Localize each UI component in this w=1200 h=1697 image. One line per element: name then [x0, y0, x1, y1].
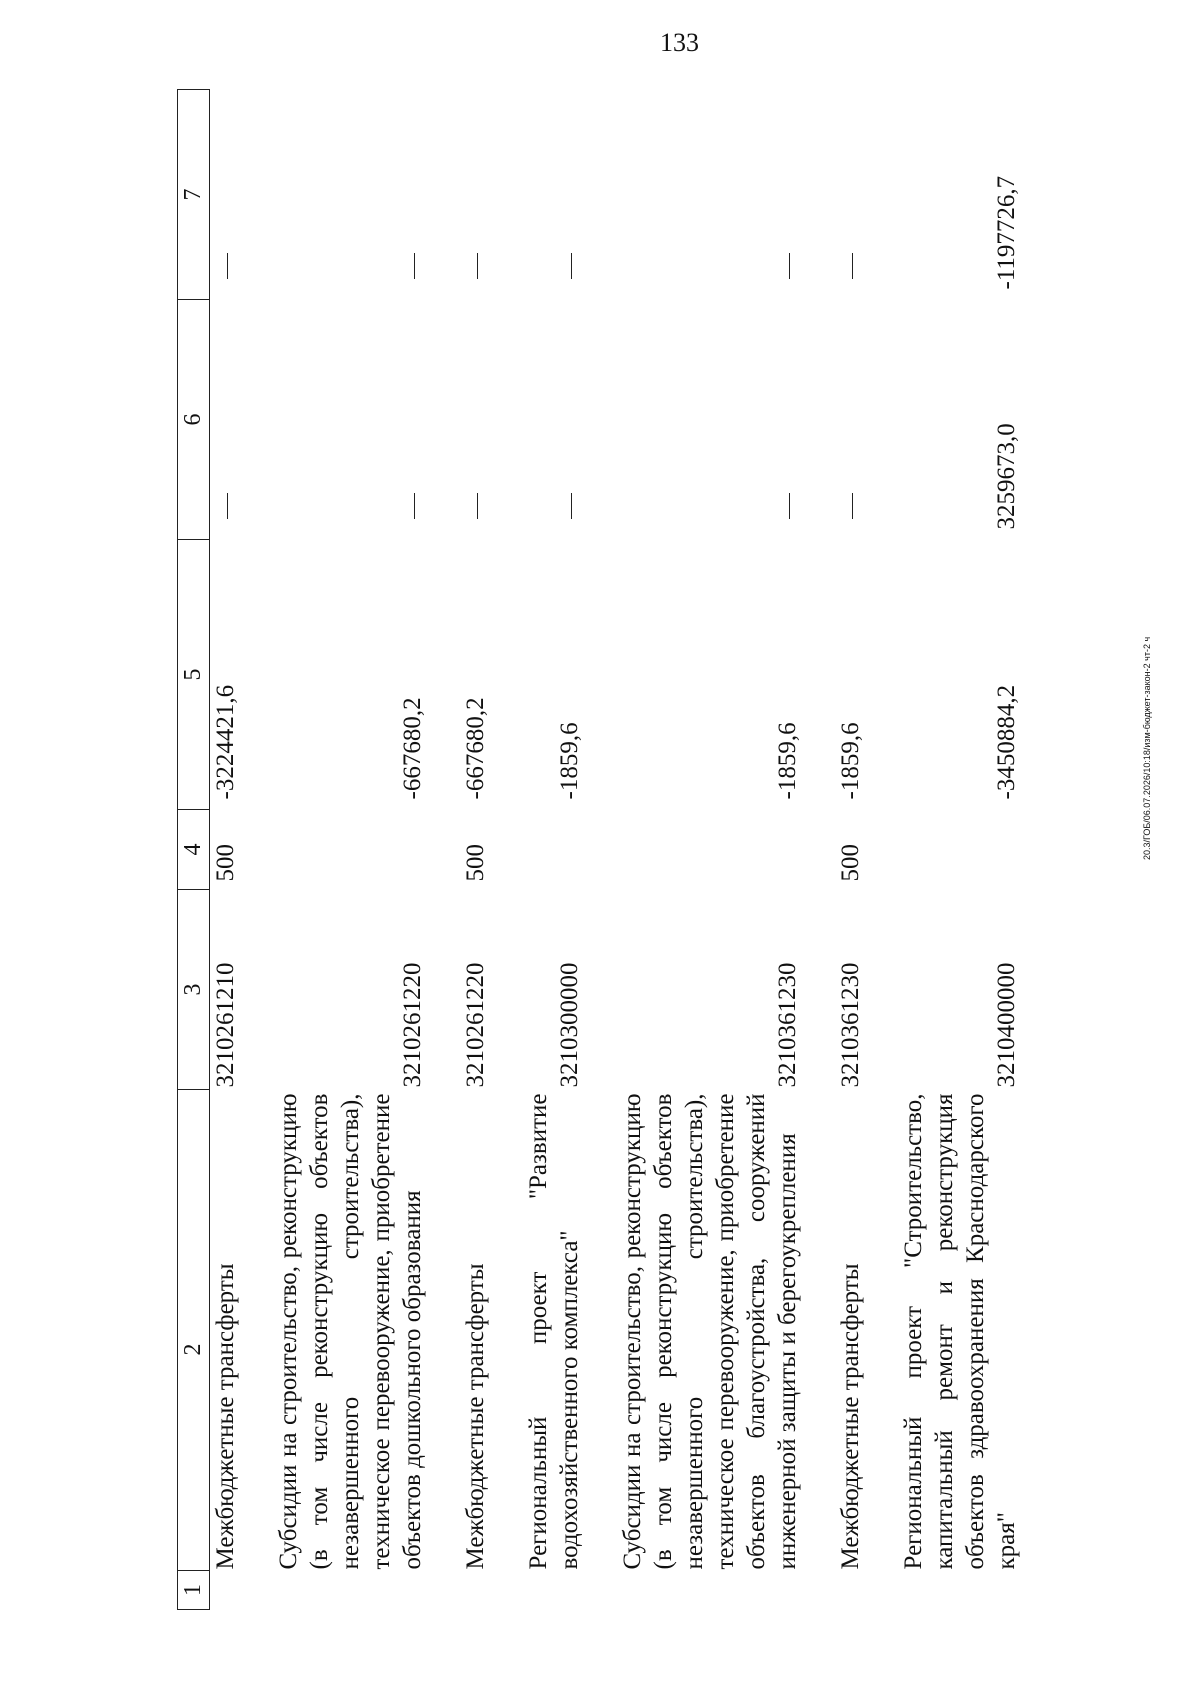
row-sum-col5: -3224421,6	[212, 684, 239, 800]
empty-value-dash	[477, 254, 478, 280]
empty-value-dash	[477, 494, 478, 520]
row-name: Межбюджетные трансферты	[837, 1263, 864, 1570]
header-col-6: 6	[178, 300, 210, 540]
row-code: 3210261220	[462, 962, 489, 1088]
row-name: Субсидии на строительство, реконструкцию (в том числе реконструкцию объектов незавершенного строительства), техническое перевооружение, приобретение объектов благоустройства, сооружений инженерной защиты и берегоукрепления	[619, 1093, 801, 1570]
row-sum-col5: -1859,6	[837, 722, 864, 800]
budget-table	[177, 89, 1054, 1610]
empty-value-dash	[571, 254, 572, 280]
row-expense-type	[898, 810, 1054, 890]
row-sum-col6	[523, 300, 617, 540]
table-row	[523, 90, 617, 1610]
header-col-4: 4	[178, 810, 210, 890]
row-sum-col5: -3450884,2	[993, 684, 1020, 800]
table-row	[898, 90, 1054, 1610]
row-sum-col6: 3259673,0	[993, 423, 1020, 530]
header-col-3: 3	[178, 890, 210, 1090]
row-sum-col5: -1859,6	[556, 722, 583, 800]
table-row	[835, 90, 898, 1610]
empty-value-dash	[852, 254, 853, 280]
row-sum-col6	[273, 300, 460, 540]
row-code: 3210261220	[399, 962, 426, 1088]
row-name: Субсидии на строительство, реконструкцию (в том числе реконструкцию объектов незавершенного строительства), техническое перевооружение, приобретение объектов дошкольного образования	[275, 1093, 426, 1570]
row-expense-type	[617, 810, 835, 890]
table-header	[178, 90, 210, 1610]
row-sum-col6	[210, 300, 274, 540]
header-col-7: 7	[178, 90, 210, 300]
row-name: Региональный проект "Строительство, капитальный ремонт и реконструкция объектов здравоохранения Краснодарского края"	[900, 1093, 1020, 1570]
row-expense-type: 500	[212, 844, 239, 882]
row-name: Региональный проект "Развитие водохозяйственного комплекса"	[525, 1093, 583, 1570]
row-sum-col7	[460, 90, 523, 300]
row-name: Межбюджетные трансферты	[212, 1263, 239, 1570]
row-sum-col6	[835, 300, 898, 540]
row-sum-col7	[523, 90, 617, 300]
row-sum-col5: -1859,6	[774, 722, 801, 800]
empty-value-dash	[227, 254, 228, 280]
empty-value-dash	[789, 254, 790, 280]
rotated-table-container	[177, 90, 1077, 1610]
table-row	[460, 90, 523, 1610]
table-row	[617, 90, 835, 1610]
table-row	[210, 90, 274, 1610]
row-sum-col7	[210, 90, 274, 300]
row-sum-col5: -667680,2	[462, 697, 489, 800]
empty-value-dash	[227, 494, 228, 520]
row-expense-type	[523, 810, 617, 890]
table-body	[210, 90, 1055, 1610]
empty-value-dash	[414, 494, 415, 520]
header-col-2-label: 2	[180, 1343, 206, 1356]
row-expense-type	[273, 810, 460, 890]
row-sum-col7: -1197726,7	[993, 175, 1020, 290]
row-sum-col7	[835, 90, 898, 300]
row-sum-col7	[273, 90, 460, 300]
row-code: 3210361230	[774, 962, 801, 1088]
row-sum-col6	[460, 300, 523, 540]
empty-value-dash	[414, 254, 415, 280]
empty-value-dash	[852, 494, 853, 520]
row-code: 3210361230	[837, 962, 864, 1088]
header-col-5: 5	[178, 540, 210, 810]
page-number: 133	[660, 28, 699, 57]
empty-value-dash	[789, 494, 790, 520]
row-expense-type: 500	[837, 844, 864, 882]
row-name: Межбюджетные трансферты	[462, 1263, 489, 1570]
row-code: 3210261210	[212, 962, 239, 1088]
row-code: 3210300000	[556, 962, 583, 1088]
row-sum-col6	[617, 300, 835, 540]
document-footer-code: 20.3/ГОБ/06.07.2026/10:18/изм-бюджет-закон-2 чт-2 ч	[1142, 636, 1152, 860]
header-col-1: 1	[178, 1570, 209, 1609]
header-col-2	[178, 1090, 210, 1610]
row-expense-type: 500	[462, 844, 489, 882]
row-code: 3210400000	[993, 962, 1020, 1088]
row-sum-col5: -667680,2	[399, 697, 426, 800]
header-row	[178, 90, 210, 1610]
table-row	[273, 90, 460, 1610]
empty-value-dash	[571, 494, 572, 520]
row-sum-col7	[617, 90, 835, 300]
